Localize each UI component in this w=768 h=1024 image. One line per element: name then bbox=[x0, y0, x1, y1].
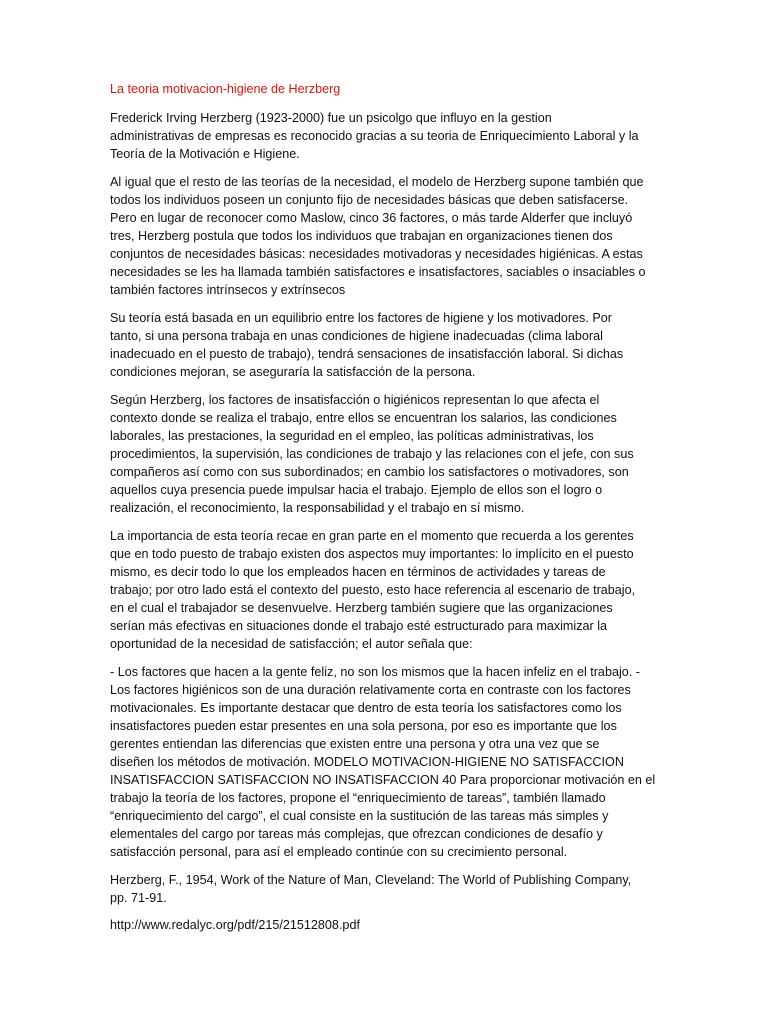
paragraph-intro: Frederick Irving Herzberg (1923-2000) fue un psicolgo que influyo en la gestion administrativas de empresas es reconocido gracias a su teoria de Enriquecimiento Laboral y la Teoría de la Motivación e Higiene. bbox=[110, 111, 639, 161]
document-title: La teoria motivacion-higiene de Herzberg bbox=[110, 82, 341, 96]
paragraph-importance: La importancia de esta teoría recae en gran parte en el momento que recuerda a los gerentes que en todo puesto de trabajo existen dos aspectos muy importantes: lo implícito en el puesto mismo, es decir todo lo que los empleados hacen en términos de actividades y tareas de trabajo; por otro lado está el contexto del puesto, esto hace referencia al escenario de trabajo, en el cual el trabajador se desenvuelve. Herzberg también sugiere que las organizaciones serían más efectivas en situaciones donde el trabajo esté estructurado para maximizar la oportunidad de la necesidad de satisfacción; el autor señala que: bbox=[110, 529, 636, 651]
reference-citation: Herzberg, F., 1954, Work of the Nature of Man, Cleveland: The World of Publishing Company, pp. 71-91. bbox=[110, 873, 632, 905]
paragraph-factors: Según Herzberg, los factores de insatisfacción o higiénicos representan lo que afecta el contexto donde se realiza el trabajo, entre ellos se encuentran los salarios, las condiciones laborales, las prestaciones, la seguridad en el empleo, las políticas administrativas, los procedimientos, la supervisión, las condiciones de trabajo y las relaciones con el jefe, con sus compañeros así como con sus subordinados; en cambio los satisfactores o motivadores, son aquellos cuya presencia puede impulsar hacia el trabajo. Ejemplo de ellos son el logro o realización, el reconocimiento, la responsabilidad y el trabajo en sí mismo. bbox=[110, 393, 634, 515]
reference-url[interactable]: http://www.redalyc.org/pdf/215/21512808.pdf bbox=[110, 918, 360, 932]
paragraph-needs: Al igual que el resto de las teorías de la necesidad, el modelo de Herzberg supone también que todos los individuos poseen un conjunto fijo de necesidades básicas que deben satisfacerse. Pero en lugar de reconocer como Maslow, cinco 36 factores, o más tarde Alderfer que incluyó tres, Herzberg postula que todos los individuos que trabajan en organizaciones tienen dos conjuntos de necesidades básicas: necesidades motivadoras y necesidades higiénicas. A estas necesidades se les ha llamada también satisfactores e insatisfactores, saciables o insaciables o también factores intrínsecos y extrínsecos bbox=[110, 175, 646, 297]
paragraph-model: - Los factores que hacen a la gente feliz, no son los mismos que la hacen infeliz en el trabajo. - Los factores higiénicos son de una duración relativamente corta en contraste con los factores motivacionales. Es importante destacar que dentro de esta teoría los satisfactores como los insatisfactores pueden estar presentes en una sola persona, por eso es importante que los gerentes entiendan las diferencias que existen entre una persona y otra una vez que se diseñen los métodos de motivación. MODELO MOTIVACION-HIGIENE NO SATISFACCION INSATISFACCION SATISFACCION NO INSATISFACCION 40 Para proporcionar motivación en el trabajo la teoría de los factores, propone el “enriquecimiento de tareas”, también llamado “enriquecimiento del cargo”, el cual consiste en la sustitución de las tareas más simples y elementales del cargo por tareas más complejas, que ofrezcan condiciones de desafío y satisfacción personal, para así el empleado continúe con su crecimiento personal. bbox=[110, 665, 656, 859]
paragraph-theory-basis: Su teoría está basada en un equilibrio entre los factores de higiene y los motivadores. Por tanto, si una persona trabaja en unas condiciones de higiene inadecuadas (clima laboral inadecuado en el puesto de trabajo), tendrá sensaciones de insatisfacción laboral. Si dichas condiciones mejoran, se aseguraría la satisfacción de la persona. bbox=[110, 311, 624, 379]
